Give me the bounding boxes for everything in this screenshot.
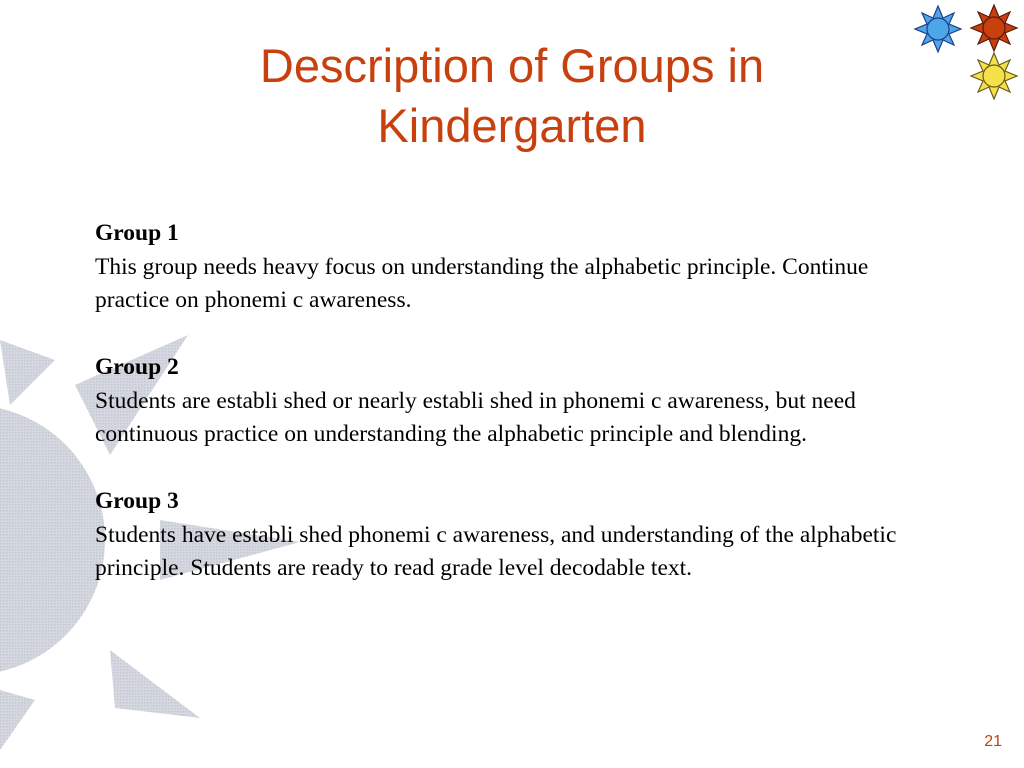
group-block xyxy=(95,217,945,318)
group-heading: Group 2 xyxy=(95,354,179,380)
group-heading: Group 1 xyxy=(95,220,179,246)
sun-red-icon xyxy=(971,5,1017,51)
group-heading: Group 3 xyxy=(95,488,179,514)
sun-yellow-icon xyxy=(971,53,1017,99)
group-description: This group needs heavy focus on understanding the alphabetic principle. Continue practice on phonemi c awareness. xyxy=(95,253,869,313)
slide-title: Description of Groups in Kindergarten xyxy=(259,39,765,152)
decorative-suns xyxy=(910,2,1022,100)
group-description: Students have establi shed phonemi c awareness, and understanding of the alphabetic principle. Students are ready to read grade level decodable text. xyxy=(95,521,897,581)
groups-content xyxy=(95,217,945,619)
group-block xyxy=(95,485,945,586)
page-number: 21 xyxy=(984,733,1002,750)
group-block xyxy=(95,351,945,452)
sun-blue-icon xyxy=(915,6,961,52)
group-description: Students are establi shed or nearly establi shed in phonemi c awareness, but need continuous practice on understanding the alphabetic principle and blending. xyxy=(95,387,856,447)
